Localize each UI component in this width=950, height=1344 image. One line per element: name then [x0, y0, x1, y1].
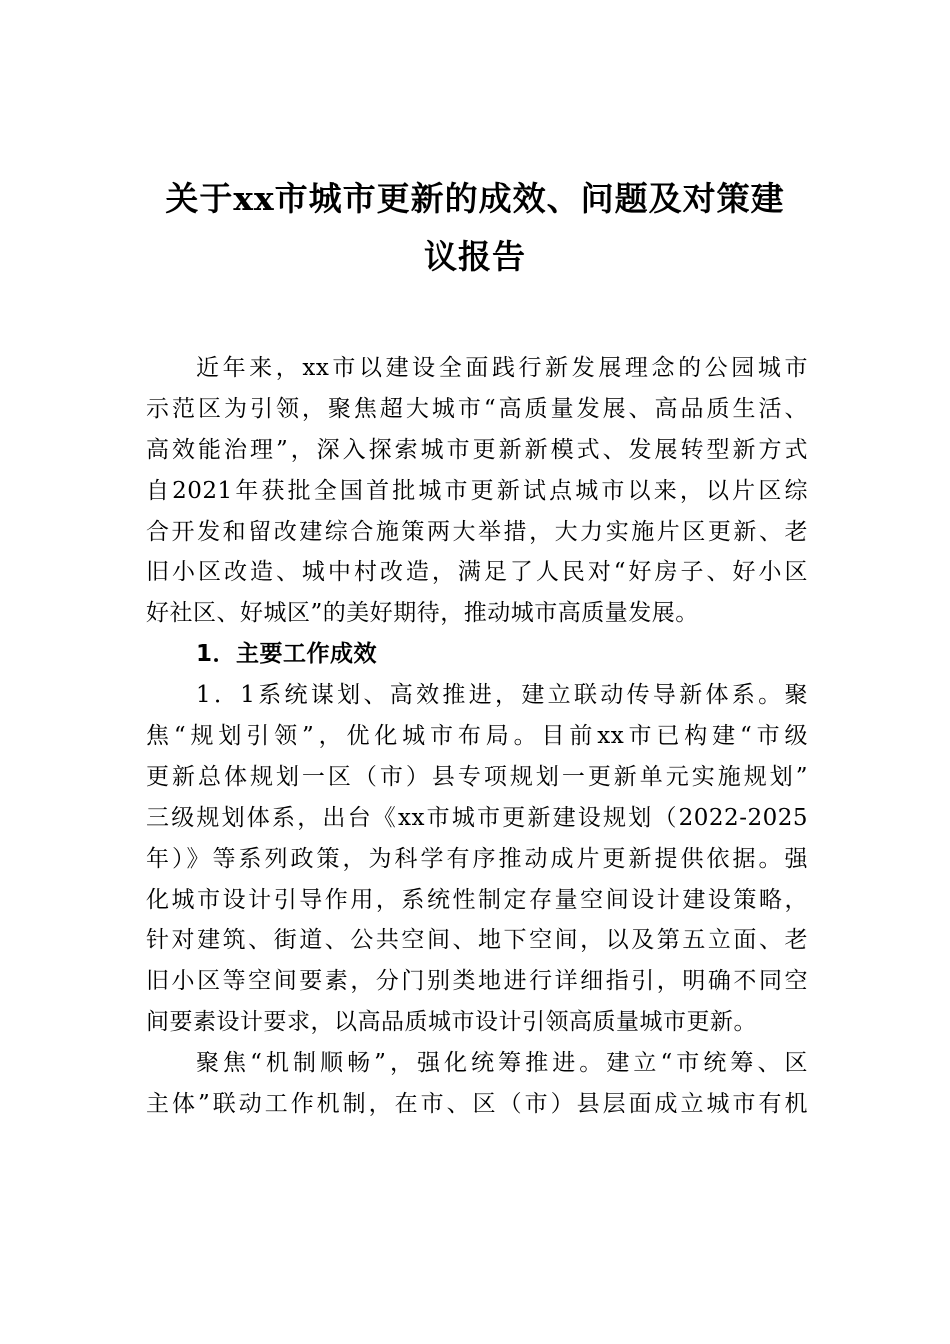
paragraph-1-line: 合开发和留改建综合施策两大举措，大力实施片区更新、老 — [146, 518, 808, 545]
document-title — [140, 170, 810, 286]
paragraph-2-line: 针对建筑、街道、公共空间、地下空间，以及第五立面、老 — [146, 927, 808, 954]
paragraph-1-line: 高效能治理”，深入探索城市更新新模式、发展转型新方式 — [146, 436, 808, 463]
paragraph-3-line: 聚焦“机制顺畅”，强化统筹推进。建立“市统筹、区 — [196, 1050, 808, 1077]
title-line: 关于xx市城市更新的成效、问题及对策建 — [165, 179, 785, 218]
paragraph-2-line: 化城市设计引导作用，系统性制定存量空间设计建设策略， — [146, 886, 808, 913]
paragraph-2-line: 旧小区等空间要素，分门别类地进行详细指引，明确不同空 — [146, 968, 808, 995]
paragraph-3-line: 主体”联动工作机制，在市、区（市）县层面成立城市有机 — [146, 1091, 808, 1118]
paragraph-2-line: 更新总体规划一区（市）县专项规划一更新单元实施规划” — [146, 763, 808, 790]
paragraph-1-line: 自2021年获批全国首批城市更新试点城市以来，以片区综 — [146, 477, 808, 504]
document-body — [146, 348, 808, 1125]
paragraph-2-line: 间要素设计要求，以高品质城市设计引领高质量城市更新。 — [146, 1009, 757, 1036]
paragraph-1-line: 好社区、好城区”的美好期待，推动城市高质量发展。 — [146, 600, 699, 627]
paragraph-2-line: 焦“规划引领”，优化城市布局。目前xx市已构建“市级 — [146, 723, 808, 750]
paragraph-2-line: 年）》等系列政策，为科学有序推动成片更新提供依据。强 — [146, 845, 808, 872]
section-heading: 1．主要工作成效 — [196, 641, 378, 668]
paragraph-1-line: 旧小区改造、城中村改造，满足了人民对“好房子、好小区 — [146, 559, 808, 586]
paragraph-1-line: 近年来，xx市以建设全面践行新发展理念的公园城市 — [196, 355, 808, 381]
title-line: 议报告 — [424, 237, 526, 276]
paragraph-1-line: 示范区为引领，聚焦超大城市“高质量发展、高品质生活、 — [146, 395, 808, 422]
paragraph-2-line: 1．1系统谋划、高效推进，建立联动传导新体系。聚 — [196, 682, 808, 709]
paragraph-2-line: 三级规划体系，出台《xx市城市更新建设规划（2022-2025 — [146, 804, 808, 831]
